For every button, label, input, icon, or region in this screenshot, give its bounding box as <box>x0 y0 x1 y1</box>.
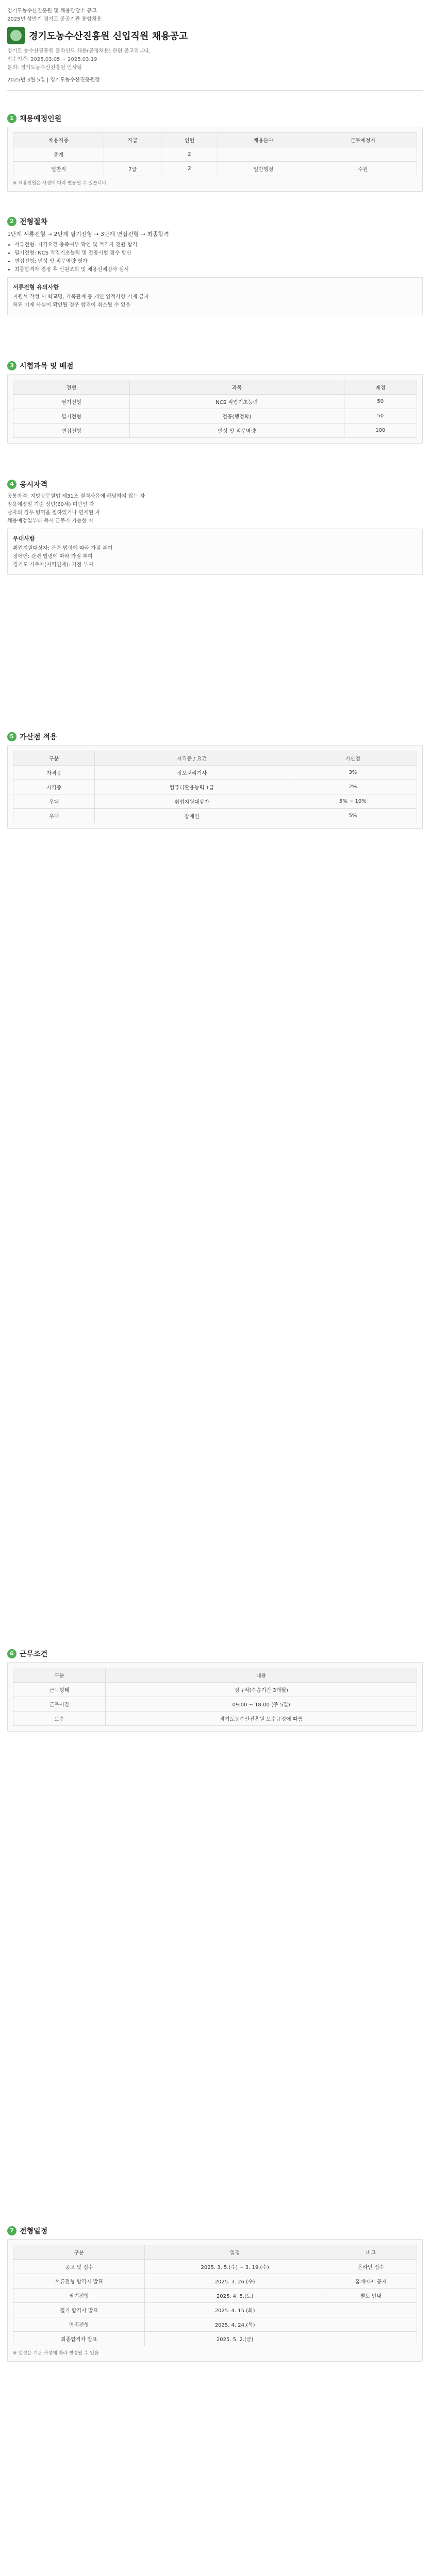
table-header: 가산점 <box>289 751 417 766</box>
section-number: 7 <box>7 2226 16 2235</box>
table-cell: 09:00 ~ 18:00 (주 5일) <box>106 1697 417 1711</box>
bonus-table-box <box>7 745 423 829</box>
top-line: 경기도농수산진흥원 및 채용담당소 공고 <box>7 8 97 14</box>
table-cell: 2025. 5. 2.(금) <box>145 2332 325 2346</box>
table-cell: 총계 <box>13 147 104 162</box>
table-header: 직급 <box>104 133 161 147</box>
callout-line: 허위 기재 사실이 확인될 경우 합격이 취소될 수 있음 <box>13 302 131 308</box>
table-cell: 우대 <box>13 794 95 809</box>
section-title-text: 시험과목 및 배점 <box>20 362 74 370</box>
table-row <box>13 162 417 176</box>
table-cell: 홈페이지 공지 <box>325 2274 417 2289</box>
section-exam <box>7 361 423 444</box>
table-cell: 별도 안내 <box>325 2289 417 2303</box>
table-row <box>13 794 417 809</box>
section-title-text: 근무조건 <box>20 1650 48 1658</box>
table-cell: 취업지원대상자 <box>95 794 289 809</box>
section-title-text: 채용예정인원 <box>20 115 62 123</box>
table-header: 채용분야 <box>218 133 309 147</box>
callout-line: 지원서 작성 시 학교명, 가족관계 등 개인 인적사항 기재 금지 <box>13 294 149 300</box>
table-cell: 수원 <box>309 162 417 176</box>
schedule-table-box <box>7 2239 423 2362</box>
table-cell <box>325 2317 417 2332</box>
table-row <box>13 2260 417 2274</box>
callout-line: 취업지원대상자: 관련 법령에 따라 가점 부여 <box>13 546 113 551</box>
table-header: 자격증 / 요건 <box>95 751 289 766</box>
table-header: 배점 <box>344 380 417 395</box>
table-cell: 공고 및 접수 <box>13 2260 145 2274</box>
eligibility-callout <box>7 529 423 575</box>
list-item: • 서류전형: 자격요건 충족여부 확인 및 적격자 전원 합격 <box>14 241 423 249</box>
section-title <box>7 2226 423 2236</box>
section-process <box>7 216 423 315</box>
table-row <box>13 2317 417 2332</box>
info-line: 문의: 경기도농수산진흥원 인사팀 <box>7 65 82 71</box>
process-flow: 1단계 서류전형 → 2단계 필기전형 → 3단계 면접전형 → 최종합격 <box>7 231 169 238</box>
table-footnote: ※ 채용인원은 사정에 따라 변동될 수 있습니다. <box>13 181 108 186</box>
eligibility-line: 채용예정일부터 즉시 근무가 가능한 자 <box>7 518 94 524</box>
table-row <box>13 2332 417 2346</box>
table-cell: 2025. 3. 5.(수) ~ 3. 19.(수) <box>145 2260 325 2274</box>
table-cell: 2 <box>161 147 218 162</box>
table-header: 전형 <box>13 380 130 395</box>
table-cell: 7급 <box>104 162 161 176</box>
table-cell: 보수 <box>13 1711 106 1726</box>
recruitment-table <box>13 132 417 176</box>
eligibility-line: 임용예정일 기준 정년(60세) 미만인 자 <box>7 502 94 507</box>
section-bonus <box>7 732 423 829</box>
page-title: 경기도농수산진흥원 신입직원 채용공고 <box>29 31 188 42</box>
table-cell <box>309 147 417 162</box>
table-header: 인원 <box>161 133 218 147</box>
table-cell: 최종합격자 발표 <box>13 2332 145 2346</box>
section-title <box>7 732 423 742</box>
table-header: 근무예정지 <box>309 133 417 147</box>
table-row <box>13 2274 417 2289</box>
section-title-text: 전형절차 <box>20 218 48 226</box>
table-header: 구분 <box>13 751 95 766</box>
table-row <box>13 423 417 438</box>
table-cell: 서류전형 합격자 발표 <box>13 2274 145 2289</box>
section-number: 3 <box>7 361 16 370</box>
table-cell: 자격증 <box>13 766 95 780</box>
table-cell: 2 <box>161 162 218 176</box>
table-cell: 정보처리기사 <box>95 766 289 780</box>
conditions-table-box <box>7 1662 423 1732</box>
exam-table-box <box>7 374 423 444</box>
section-eligibility <box>7 479 423 575</box>
process-callout <box>7 277 423 315</box>
table-header: 일정 <box>145 2245 325 2260</box>
recruitment-table-box <box>7 127 423 192</box>
section-title <box>7 216 423 227</box>
section-number: 6 <box>7 1649 16 1658</box>
info-line: 접수기간: 2025.03.05 ~ 2025.03.19 <box>7 57 97 62</box>
section-number: 5 <box>7 732 16 741</box>
table-cell: 5% ~ 10% <box>289 794 417 809</box>
table-cell <box>218 147 309 162</box>
exam-table <box>13 380 417 438</box>
table-row <box>13 1683 417 1697</box>
table-cell: 근무시간 <box>13 1697 106 1711</box>
section-schedule <box>7 2226 423 2362</box>
table-header: 구분 <box>13 1668 106 1683</box>
logo <box>7 27 25 44</box>
table-cell: 온라인 접수 <box>325 2260 417 2274</box>
table-cell <box>325 2303 417 2317</box>
table-cell: 면접전형 <box>13 423 130 438</box>
header-subtitle: 2025년 상반기 경기도 공공기관 통합채용 <box>7 16 102 22</box>
table-cell: 정규직(수습기간 3개월) <box>106 1683 417 1697</box>
schedule-table <box>13 2245 417 2346</box>
table-cell: 2025. 4. 5.(토) <box>145 2289 325 2303</box>
header-info <box>7 47 423 72</box>
table-cell: 면접전형 <box>13 2317 145 2332</box>
table-cell: 필기전형 <box>13 2289 145 2303</box>
table-row <box>13 809 417 823</box>
table-row <box>13 1697 417 1711</box>
table-cell: NCS 직업기초능력 <box>129 395 344 409</box>
table-footnote: ※ 일정은 기관 사정에 따라 변경될 수 있음 <box>13 2351 99 2356</box>
table-cell: 자격증 <box>13 780 95 794</box>
table-cell: 필기 합격자 발표 <box>13 2303 145 2317</box>
table-header: 구분 <box>13 2245 145 2260</box>
table-row <box>13 1711 417 1726</box>
header <box>7 7 423 98</box>
section-title-text: 전형일정 <box>20 2227 48 2235</box>
section-number: 4 <box>7 480 16 489</box>
table-header: 내용 <box>106 1668 417 1683</box>
section-title <box>7 113 423 124</box>
table-cell: 장애인 <box>95 809 289 823</box>
table-cell: 100 <box>344 423 417 438</box>
callout-title: 서류전형 유의사항 <box>13 284 59 291</box>
section-title <box>7 1649 423 1659</box>
list-item: • 필기전형: NCS 직업기초능력 및 전공시험 점수 합산 <box>14 249 423 258</box>
table-cell: 우대 <box>13 809 95 823</box>
table-header: 채용직종 <box>13 133 104 147</box>
eligibility-line: 공통자격: 지방공무원법 제31조 결격사유에 해당하지 않는 자 <box>7 494 145 499</box>
bonus-table <box>13 751 417 823</box>
table-row <box>13 766 417 780</box>
callout-line: 경기도 거주자(지역인재): 가점 부여 <box>13 562 93 568</box>
table-cell: 필기전형 <box>13 409 130 423</box>
conditions-table <box>13 1668 417 1726</box>
table-row <box>13 2289 417 2303</box>
title-row <box>7 27 423 44</box>
table-row <box>13 2303 417 2317</box>
table-row <box>13 409 417 423</box>
section-number: 2 <box>7 217 16 226</box>
table-header: 과목 <box>129 380 344 395</box>
info-line: 경기도 농수산진흥원 블라인드 채용(공정채용) 관련 공고입니다. <box>7 48 151 54</box>
table-cell: 일반직 <box>13 162 104 176</box>
table-cell: 2025. 3. 26.(수) <box>145 2274 325 2289</box>
list-item: • 면접전형: 인성 및 직무역량 평가 <box>14 258 423 266</box>
divider <box>7 90 423 91</box>
section-title <box>7 479 423 489</box>
callout-line: 장애인: 관련 법령에 따라 가점 부여 <box>13 554 93 560</box>
table-cell: 필기전형 <box>13 395 130 409</box>
table-cell: 근무형태 <box>13 1683 106 1697</box>
section-title <box>7 361 423 371</box>
table-cell: 전공(행정학) <box>129 409 344 423</box>
section-recruitment <box>7 113 423 192</box>
callout-title: 우대사항 <box>13 535 35 542</box>
table-row <box>13 780 417 794</box>
list-item: • 최종합격자 결정 후 신원조회 및 채용신체검사 실시 <box>14 266 423 274</box>
table-cell <box>325 2332 417 2346</box>
table-cell: 2% <box>289 780 417 794</box>
table-cell: 5% <box>289 809 417 823</box>
table-cell: 50 <box>344 409 417 423</box>
process-list <box>7 241 423 274</box>
table-cell: 2025. 4. 15.(화) <box>145 2303 325 2317</box>
table-cell <box>104 147 161 162</box>
table-cell: 경기도농수산진흥원 보수규정에 따름 <box>106 1711 417 1726</box>
section-conditions <box>7 1649 423 1732</box>
section-title-text: 응시자격 <box>20 481 48 489</box>
table-row <box>13 147 417 162</box>
section-title-text: 가산점 적용 <box>20 733 57 741</box>
table-cell: 인성 및 직무역량 <box>129 423 344 438</box>
table-row <box>13 395 417 409</box>
section-number: 1 <box>7 114 16 123</box>
eligibility-line: 남자의 경우 병역을 필하였거나 면제된 자 <box>7 510 101 516</box>
table-header: 비고 <box>325 2245 417 2260</box>
header-note: 2025년 3월 5일 | 경기도농수산진흥원장 <box>7 77 100 83</box>
table-cell: 2025. 4. 24.(목) <box>145 2317 325 2332</box>
table-cell: 컴퓨터활용능력 1급 <box>95 780 289 794</box>
table-cell: 50 <box>344 395 417 409</box>
table-cell: 3% <box>289 766 417 780</box>
table-cell: 일반행정 <box>218 162 309 176</box>
